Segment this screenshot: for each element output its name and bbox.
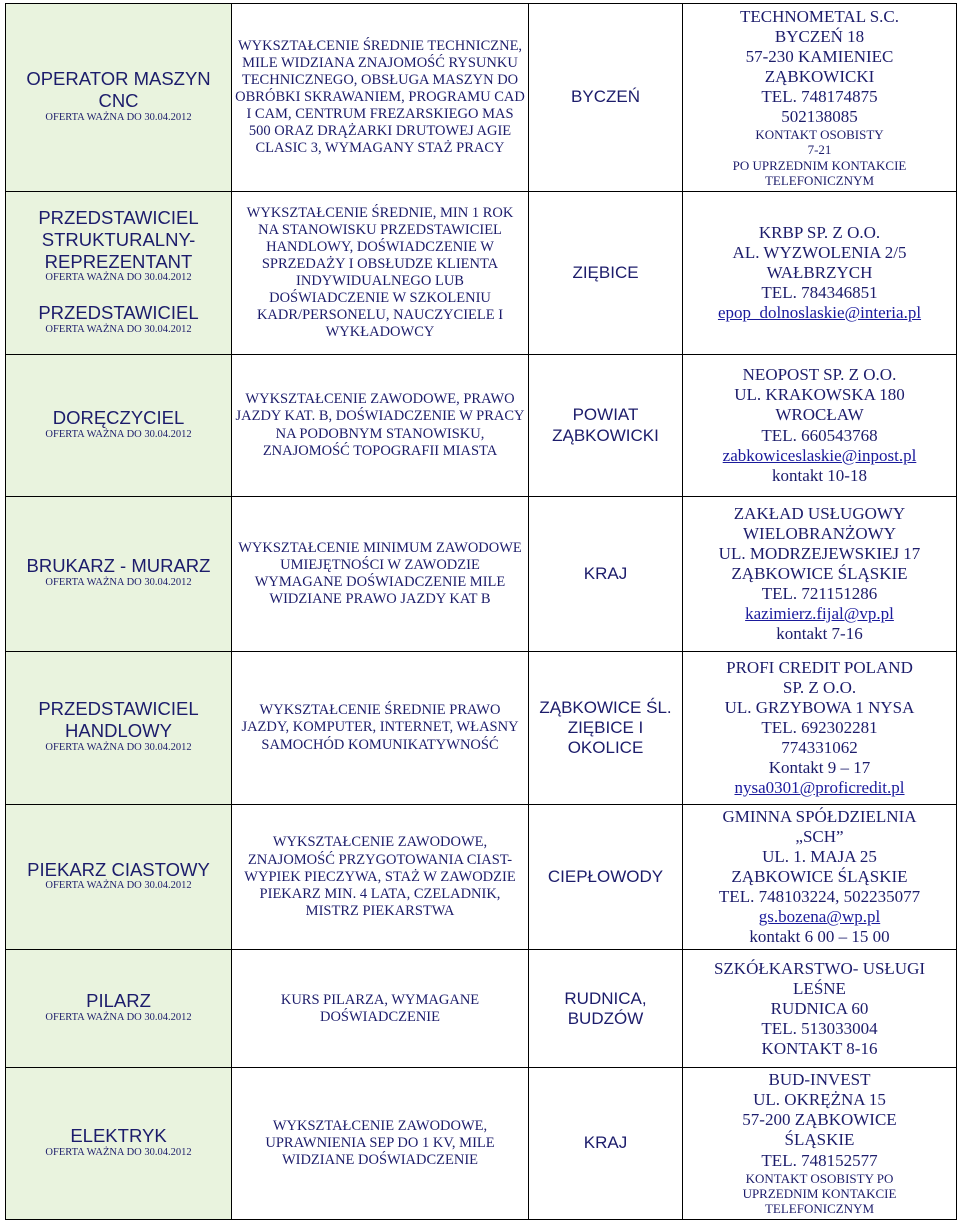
requirements-cell: WYKSZTAŁCENIE MINIMUM ZAWODOWE UMIEJĘTNOŚCI W ZAWODZIE WYMAGANE DOŚWIADCZENIE MILE WIDZIANE PRAWO JAZDY KAT B xyxy=(232,497,529,652)
employer-line: 7-21 xyxy=(807,142,832,158)
employer-line: UPRZEDNIM KONTAKCIE xyxy=(742,1185,897,1201)
email-link[interactable]: gs.bozena@wp.pl xyxy=(758,907,881,927)
location-cell: POWIAT ZĄBKOWICKI xyxy=(529,355,683,497)
offer-row xyxy=(6,4,957,192)
email-link[interactable]: epop_dolnoslaskie@interia.pl xyxy=(717,303,922,323)
employer-line: 502138085 xyxy=(781,106,858,126)
requirements-cell: WYKSZTAŁCENIE ZAWODOWE, UPRAWNIENIA SEP DO 1 KV, MILE WIDZIANE DOŚWIADCZENIE xyxy=(232,1068,529,1219)
location-cell: CIEPŁOWODY xyxy=(529,805,683,950)
job-title: PRZEDSTAWICIEL HANDLOWY xyxy=(38,698,199,742)
employer-line: PROFI CREDIT POLAND xyxy=(726,657,913,677)
location-cell: KRAJ xyxy=(529,1068,683,1219)
offer-row xyxy=(6,1068,957,1219)
employer-line: TEL. 784346851 xyxy=(761,283,878,303)
job-title: BRUKARZ - MURARZ xyxy=(26,555,211,577)
employer-line: 57-230 KAMIENIEC xyxy=(745,46,894,66)
offer-valid-note: OFERTA WAŻNA DO 30.04.2012 xyxy=(45,1146,192,1158)
employer-line: LEŚNE xyxy=(793,978,846,998)
employer-line: ZĄBKOWICE ŚLĄSKIE xyxy=(731,867,908,887)
offer-valid-note: OFERTA WAŻNA DO 30.04.2012 xyxy=(45,428,192,440)
employer-line: „SCH” xyxy=(795,827,844,847)
employer-line: KONTAKT OSOBISTY xyxy=(755,126,884,142)
employer-line: KONTAKT OSOBISTY PO xyxy=(745,1170,894,1186)
offer-valid-note: OFERTA WAŻNA DO 30.04.2012 xyxy=(45,880,192,892)
job-title: ELEKTRYK xyxy=(70,1124,167,1146)
employer-line: KONTAKT 8-16 xyxy=(761,1038,878,1058)
employer-line: TEL. 692302281 xyxy=(761,717,878,737)
offer-valid-note: OFERTA WAŻNA DO 30.04.2012 xyxy=(45,742,192,754)
employer-line: kontakt 7-16 xyxy=(776,624,863,644)
employer-cell xyxy=(683,805,957,950)
offer-row xyxy=(6,950,957,1068)
employer-cell xyxy=(683,652,957,805)
employer-line: UL. OKRĘŻNA 15 xyxy=(753,1090,886,1110)
job-offers-table xyxy=(5,3,957,1220)
employer-line: TEL. 513033004 xyxy=(761,1018,878,1038)
requirements-cell: WYKSZTAŁCENIE ŚREDNIE TECHNICZNE, MILE WIDZIANA ZNAJOMOŚĆ RYSUNKU TECHNICZNEGO, OBSŁUGA MASZYN DO OBRÓBKI SKRAWANIEM, PROGRAMU CAD I CAM, CENTRUM FREZARSKIEGO MAS 500 ORAZ DRĄŻARKI DRUTOWEJ AGIE CLASIC 3, WYMAGANY STAŻ PRACY xyxy=(232,4,529,192)
employer-line: SZKÓŁKARSTWO- USŁUGI xyxy=(713,958,926,978)
offer-valid-note: OFERTA WAŻNA DO 30.04.2012 xyxy=(45,111,192,123)
job-title: PIEKARZ CIASTOWY xyxy=(27,858,210,880)
employer-line: UL. MODRZEJEWSKIEJ 17 xyxy=(718,543,921,563)
job-title: PRZEDSTAWICIEL STRUKTURALNY- REPREZENTANT xyxy=(38,206,199,272)
job-title: PRZEDSTAWICIEL xyxy=(38,301,199,323)
employer-line: TEL. 660543768 xyxy=(761,425,878,445)
employer-line: kontakt 6 00 – 15 00 xyxy=(749,927,890,947)
offer-valid-note: OFERTA WAŻNA DO 30.04.2012 xyxy=(45,323,192,335)
employer-line: TEL. 748174875 xyxy=(761,86,878,106)
employer-line: SP. Z O.O. xyxy=(782,677,857,697)
employer-line: WAŁBRZYCH xyxy=(766,262,873,282)
email-link[interactable]: kazimierz.fijal@vp.pl xyxy=(745,604,894,624)
employer-line: RUDNICA 60 xyxy=(770,998,869,1018)
employer-line: KRBP SP. Z O.O. xyxy=(758,222,881,242)
employer-line: ZĄBKOWICE ŚLĄSKIE xyxy=(731,563,908,583)
employer-line: TEL. 748103224, 502235077 xyxy=(718,887,921,907)
offer-valid-note: OFERTA WAŻNA DO 30.04.2012 xyxy=(45,1012,192,1024)
employer-line: ZĄBKOWICKI xyxy=(764,66,875,86)
job-title: DORĘCZYCIEL xyxy=(52,406,185,428)
employer-line: WIELOBRANŻOWY xyxy=(743,523,896,543)
employer-line: TELEFONICZNYM xyxy=(764,1201,875,1217)
offer-row xyxy=(6,497,957,652)
email-link[interactable]: nysa0301@proficredit.pl xyxy=(734,778,905,798)
employer-cell xyxy=(683,4,957,192)
requirements-cell: KURS PILARZA, WYMAGANE DOŚWIADCZENIE xyxy=(232,950,529,1068)
location-cell: RUDNICA, BUDZÓW xyxy=(529,950,683,1068)
employer-line: BYCZEŃ 18 xyxy=(774,26,865,46)
offer-valid-note: OFERTA WAŻNA DO 30.04.2012 xyxy=(45,577,192,589)
position-cell xyxy=(6,950,232,1068)
employer-cell xyxy=(683,355,957,497)
employer-line: 774331062 xyxy=(781,738,858,758)
requirements-cell: WYKSZTAŁCENIE ŚREDNIE, MIN 1 ROK NA STANOWISKU PRZEDSTAWICIEL HANDLOWY, DOŚWIADCZENIE W SPRZEDAŻY I OBSŁUDZE KLIENTA INDYWIDUALNEGO LUB DOŚWIADCZENIE W SZKOLENIU KADR/PERSONELU, NAUCZYCIELE I WYKŁADOWCY xyxy=(232,192,529,355)
employer-line: BUD-INVEST xyxy=(768,1070,871,1090)
employer-cell xyxy=(683,1068,957,1219)
employer-line: TELEFONICZNYM xyxy=(764,172,875,188)
employer-line: GMINNA SPÓŁDZIELNIA xyxy=(722,807,917,826)
employer-line: ZAKŁAD USŁUGOWY xyxy=(733,503,906,523)
offer-row xyxy=(6,355,957,497)
employer-cell xyxy=(683,192,957,355)
employer-line: UL. 1. MAJA 25 xyxy=(762,847,877,867)
location-cell: ZĄBKOWICE ŚL. ZIĘBICE I OKOLICE xyxy=(529,652,683,805)
location-cell: ZIĘBICE xyxy=(529,192,683,355)
job-title: PILARZ xyxy=(86,990,151,1012)
location-cell: KRAJ xyxy=(529,497,683,652)
employer-cell xyxy=(683,497,957,652)
job-title: OPERATOR MASZYN CNC xyxy=(26,67,211,111)
position-cell xyxy=(6,805,232,950)
employer-cell xyxy=(683,950,957,1068)
offer-row xyxy=(6,652,957,805)
employer-line: PO UPRZEDNIM KONTAKCIE xyxy=(732,157,907,173)
offer-row xyxy=(6,192,957,355)
employer-line: TECHNOMETAL S.C. xyxy=(739,6,900,26)
employer-line: kontakt 10-18 xyxy=(772,465,867,485)
employer-line: NEOPOST SP. Z O.O. xyxy=(742,365,897,385)
employer-line: Kontakt 9 – 17 xyxy=(768,758,871,778)
position-cell xyxy=(6,4,232,192)
employer-line: 57-200 ZĄBKOWICE xyxy=(742,1110,897,1130)
employer-line: WROCŁAW xyxy=(775,405,864,425)
offer-row xyxy=(6,805,957,950)
position-cell xyxy=(6,1068,232,1219)
employer-line: UL. GRZYBOWA 1 NYSA xyxy=(724,697,915,717)
requirements-cell: WYKSZTAŁCENIE ZAWODOWE, PRAWO JAZDY KAT. B, DOŚWIADCZENIE W PRACY NA PODOBNYM STANOWISKU, ZNAJOMOŚĆ TOPOGRAFII MIASTA xyxy=(232,355,529,497)
employer-line: TEL. 721151286 xyxy=(761,584,878,604)
position-cell xyxy=(6,355,232,497)
position-cell xyxy=(6,652,232,805)
requirements-cell: WYKSZTAŁCENIE ZAWODOWE, ZNAJOMOŚĆ PRZYGOTOWANIA CIAST-WYPIEK PIECZYWA, STAŻ W ZAWODZIE PIEKARZ MIN. 4 LATA, CZELADNIK, MISTRZ PIEKARSTWA xyxy=(232,805,529,950)
position-cell xyxy=(6,192,232,355)
requirements-cell: WYKSZTAŁCENIE ŚREDNIE PRAWO JAZDY, KOMPUTER, INTERNET, WŁASNY SAMOCHÓD KOMUNIKATYWNOŚĆ xyxy=(232,652,529,805)
employer-line: ŚLĄSKIE xyxy=(784,1130,855,1150)
employer-line: TEL. 748152577 xyxy=(761,1150,878,1170)
position-cell xyxy=(6,497,232,652)
employer-line: AL. WYZWOLENIA 2/5 xyxy=(732,242,907,262)
offer-valid-note: OFERTA WAŻNA DO 30.04.2012 xyxy=(45,272,192,284)
location-cell: BYCZEŃ xyxy=(529,4,683,192)
email-link[interactable]: zabkowiceslaskie@inpost.pl xyxy=(722,445,917,465)
employer-line: UL. KRAKOWSKA 180 xyxy=(734,385,905,405)
